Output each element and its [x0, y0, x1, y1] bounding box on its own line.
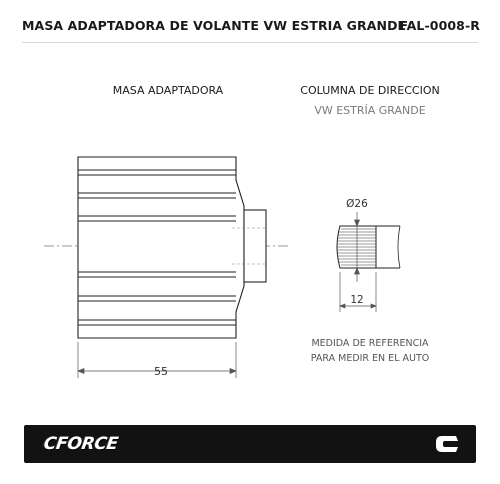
- reference-note-line1: MEDIDA DE REFERENCIA: [311, 338, 429, 349]
- hub-body: [78, 157, 244, 338]
- column-sublabel: VW ESTRÍA GRANDE: [314, 104, 426, 117]
- hub-length-label: 55: [154, 365, 168, 378]
- brand-logo: CFORCE: [42, 434, 120, 454]
- product-code: FAL-0008-R: [399, 18, 480, 33]
- reference-note-line2: PARA MEDIR EN EL AUTO: [310, 353, 430, 364]
- column-spline-length-label: 12: [350, 294, 364, 306]
- column-spline-length-dimension: [340, 272, 376, 312]
- footer-bar: [24, 425, 476, 463]
- column-diameter-label: Ø26: [346, 198, 368, 210]
- c-logo-icon: [434, 433, 460, 455]
- page-title: MASA ADAPTADORA DE VOLANTE VW ESTRIA GRANDE: [22, 18, 407, 33]
- reference-note: [298, 336, 442, 366]
- part-label: MASA ADAPTADORA: [112, 84, 224, 97]
- column-label: COLUMNA DE DIRECCION: [300, 84, 440, 97]
